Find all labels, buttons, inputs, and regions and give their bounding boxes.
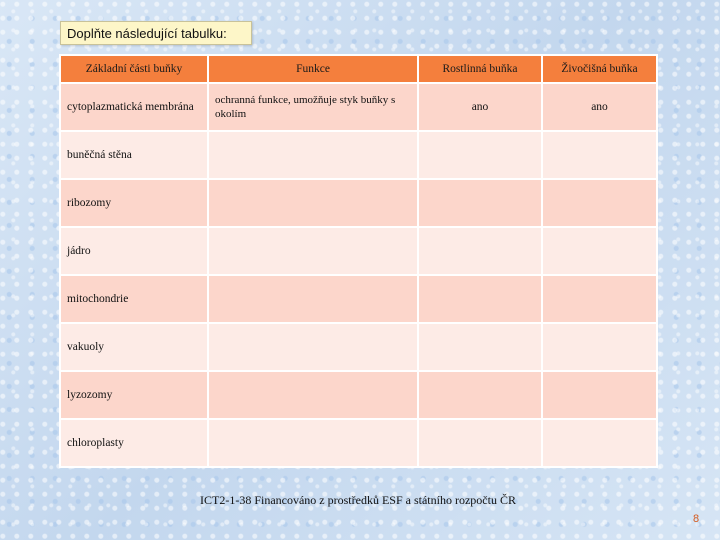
part-cell: vakuoly bbox=[60, 323, 208, 371]
function-cell[interactable] bbox=[208, 419, 418, 467]
animal-cell[interactable] bbox=[542, 275, 657, 323]
function-cell[interactable] bbox=[208, 275, 418, 323]
plant-cell[interactable] bbox=[418, 323, 542, 371]
table-row bbox=[60, 419, 657, 467]
plant-cell[interactable] bbox=[418, 227, 542, 275]
part-cell: buněčná stěna bbox=[60, 131, 208, 179]
header-animal-cell: Živočišná buňka bbox=[542, 55, 657, 83]
animal-cell[interactable] bbox=[542, 227, 657, 275]
header-function: Funkce bbox=[208, 55, 418, 83]
header-part: Základní části buňky bbox=[60, 55, 208, 83]
part-cell: lyzozomy bbox=[60, 371, 208, 419]
plant-cell[interactable] bbox=[418, 371, 542, 419]
function-cell[interactable] bbox=[208, 227, 418, 275]
part-cell: cytoplazmatická membrána bbox=[60, 83, 208, 131]
funding-footer: ICT2-1-38 Financováno z prostředků ESF a státního rozpočtu ČR bbox=[200, 493, 516, 507]
animal-cell[interactable]: ano bbox=[542, 83, 657, 131]
function-cell[interactable] bbox=[208, 371, 418, 419]
function-cell[interactable] bbox=[208, 131, 418, 179]
plant-cell[interactable]: ano bbox=[418, 83, 542, 131]
animal-cell[interactable] bbox=[542, 131, 657, 179]
cell-parts-table bbox=[59, 54, 658, 468]
table-header-row bbox=[60, 55, 657, 83]
animal-cell[interactable] bbox=[542, 371, 657, 419]
function-cell[interactable]: ochranná funkce, umožňuje styk buňky s okolím bbox=[208, 83, 418, 131]
plant-cell[interactable] bbox=[418, 179, 542, 227]
animal-cell[interactable] bbox=[542, 419, 657, 467]
table-row bbox=[60, 131, 657, 179]
header-plant-cell: Rostlinná buňka bbox=[418, 55, 542, 83]
table-row bbox=[60, 275, 657, 323]
plant-cell[interactable] bbox=[418, 275, 542, 323]
table-row bbox=[60, 323, 657, 371]
plant-cell[interactable] bbox=[418, 131, 542, 179]
task-instruction: Doplňte následující tabulku: bbox=[60, 21, 252, 45]
plant-cell[interactable] bbox=[418, 419, 542, 467]
part-cell: jádro bbox=[60, 227, 208, 275]
table-row bbox=[60, 179, 657, 227]
animal-cell[interactable] bbox=[542, 323, 657, 371]
part-cell: mitochondrie bbox=[60, 275, 208, 323]
page-number: 8 bbox=[693, 513, 700, 525]
table-row bbox=[60, 371, 657, 419]
function-cell[interactable] bbox=[208, 323, 418, 371]
table-row bbox=[60, 83, 657, 131]
function-cell[interactable] bbox=[208, 179, 418, 227]
animal-cell[interactable] bbox=[542, 179, 657, 227]
part-cell: chloroplasty bbox=[60, 419, 208, 467]
part-cell: ribozomy bbox=[60, 179, 208, 227]
table-row bbox=[60, 227, 657, 275]
